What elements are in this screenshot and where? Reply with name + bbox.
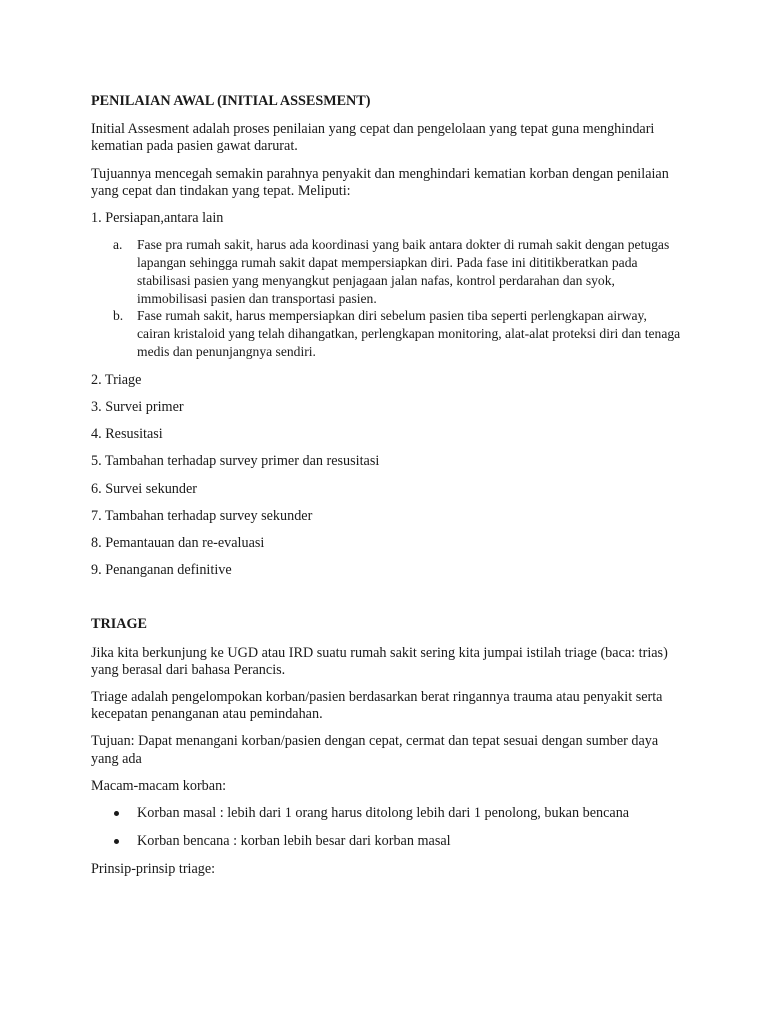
list-item: [91, 833, 681, 850]
bullet-icon: [114, 811, 119, 816]
numbered-item-2: 2. Triage: [91, 371, 142, 388]
paragraph-purpose: Tujuannya mencegah semakin parahnya penyakit dan menghindari kematian korban dengan penilaian yang cepat dan tindakan yang tepat. Meliputi:: [91, 165, 669, 199]
bullet-icon: [114, 839, 119, 844]
document-page: [91, 93, 681, 879]
section-title-triage: TRIAGE: [91, 616, 147, 633]
numbered-item-1: 1. Persiapan,antara lain: [91, 210, 224, 227]
numbered-item-4: 4. Resusitasi: [91, 426, 163, 443]
numbered-item-6: 6. Survei sekunder: [91, 480, 197, 497]
paragraph-definition: Initial Assesment adalah proses penilaian yang cepat dan pengelolaan yang tepat guna menghindari kematian pada pasien gawat darurat.: [91, 121, 655, 155]
sub-item-b: [91, 307, 681, 360]
paragraph-triage-goal: Tujuan: Dapat menangani korban/pasien dengan cepat, cermat dan tepat sesuai dengan sumber daya yang ada: [91, 733, 659, 767]
sub-item-marker: b.: [113, 308, 124, 324]
paragraph-triage-principles: Prinsip-prinsip triage:: [91, 861, 216, 878]
sub-item-text: Fase rumah sakit, harus mempersiapkan diri sebelum pasien tiba seperti perlengkapan airway, cairan kristaloid yang telah dihangatkan, perlengkapan monitoring, alat-alat proteksi diri dan tenaga medis dan penunjangnya sendiri.: [137, 308, 681, 359]
list-item: [91, 805, 681, 822]
numbered-item-3: 3. Survei primer: [91, 399, 184, 415]
numbered-item-9: 9. Penanganan definitive: [91, 562, 232, 579]
paragraph-victim-types: Macam-macam korban:: [91, 777, 227, 794]
paragraph-triage-definition: Triage adalah pengelompokan korban/pasien berdasarkan berat ringannya trauma atau penyakit serta kecepatan penanganan atau pemindahan.: [91, 689, 663, 723]
sub-item-list: [91, 236, 681, 361]
sub-item-text: Fase pra rumah sakit, harus ada koordinasi yang baik antara dokter di rumah sakit dengan petugas lapangan sehingga rumah sakit dapat mempersiapkan diri. Pada fase ini dititikberatkan pada stabilisasi pasien yang menyangkut penjagaan jalan nafas, kontrol perdarahan dan syok, immobilisasi pasien dan transportasi pasien.: [137, 237, 670, 306]
list-item-text: Korban masal : lebih dari 1 orang harus ditolong lebih dari 1 penolong, bukan bencana: [137, 805, 630, 822]
list-item-text: Korban bencana : korban lebih besar dari korban masal: [137, 833, 451, 850]
paragraph-triage-intro: Jika kita berkunjung ke UGD atau IRD suatu rumah sakit sering kita jumpai istilah triage (baca: trias) yang berasal dari bahasa Perancis.: [91, 644, 668, 678]
sub-item-marker: a.: [113, 237, 123, 253]
sub-item-a: [91, 236, 681, 307]
numbered-item-8: 8. Pemantauan dan re-evaluasi: [91, 535, 265, 552]
section-title-initial-assessment: PENILAIAN AWAL (INITIAL ASSESMENT): [91, 93, 371, 109]
victim-type-list: [91, 805, 681, 850]
numbered-item-7: 7. Tambahan terhadap survey sekunder: [91, 507, 313, 524]
numbered-item-5: 5. Tambahan terhadap survey primer dan resusitasi: [91, 453, 380, 470]
